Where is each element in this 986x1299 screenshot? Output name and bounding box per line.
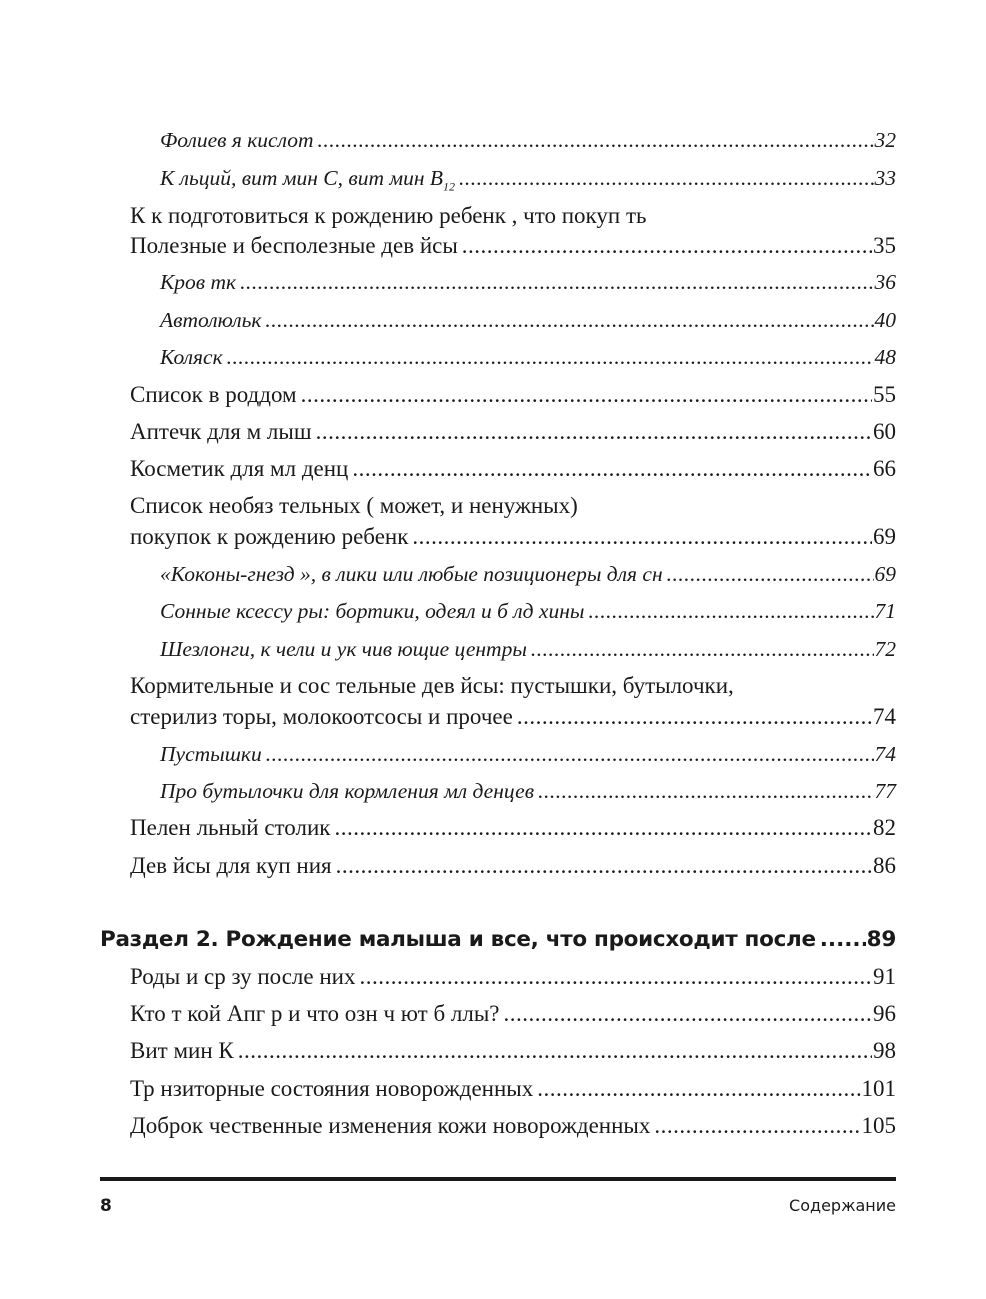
leader-dots: [352, 454, 872, 484]
toc-entry-page: 48: [874, 345, 896, 369]
toc-entry: [130, 417, 896, 447]
toc-entry-page: 77: [874, 779, 896, 803]
toc-entry-label: Тр нзиторные состояния новорожденных: [130, 1076, 534, 1101]
leader-dots: [336, 851, 872, 881]
toc-entry-label: покупок к рождению ребенк: [130, 524, 409, 549]
toc-entry-page: 82: [873, 815, 896, 840]
toc-entry: [160, 305, 896, 335]
toc-entry: [130, 851, 896, 881]
toc-entry-label: Про бутылочки для кормления мл денцев: [160, 779, 535, 803]
toc-entry: [160, 342, 896, 372]
toc-entry-label: Список в роддом: [130, 382, 297, 407]
toc-entry-page: 105: [861, 1113, 896, 1138]
leader-dots: [412, 522, 872, 552]
toc-entry-label: Роды и ср зу после них: [130, 964, 356, 989]
leader-dots: [537, 1074, 860, 1104]
toc-entry-page: 33: [874, 166, 896, 190]
toc-entry-page: 55: [873, 382, 896, 407]
toc-entry-page: 60: [873, 419, 896, 444]
leader-dots: [359, 962, 872, 992]
toc-entry-label: Сонные ксессу ры: бортики, одеял и б лд хины: [160, 599, 585, 623]
toc-entry: [130, 1036, 896, 1066]
section-page: 89: [866, 927, 896, 952]
toc-entry-page: 69: [874, 562, 896, 586]
toc-entry-label: Вит мин К: [130, 1038, 234, 1063]
toc-entry-page: 66: [873, 456, 896, 481]
toc-entry: [130, 454, 896, 484]
toc-entry-label: Автолюльк: [160, 308, 262, 332]
toc-entry-label: стерилиз торы, молокоотсосы и прочее: [130, 704, 513, 729]
toc-entry-page: 69: [873, 524, 896, 549]
toc-entry: [160, 596, 896, 626]
toc-entry-label: Пелен льный столик: [130, 815, 331, 840]
toc-entry: [160, 267, 896, 297]
toc-entry-page: 86: [873, 853, 896, 878]
leader-dots: [240, 267, 873, 297]
toc-entry: [130, 231, 896, 261]
leader-dots: [667, 559, 874, 589]
leader-dots: [820, 925, 866, 955]
toc-entry-first-line: К к подготовиться к рождению ребенк , что покуп ть: [130, 203, 647, 228]
leader-dots: [531, 634, 874, 664]
leader-dots: [459, 163, 873, 193]
toc-entry: [130, 1074, 896, 1104]
toc-entry-first-line: Список необяз тельных ( может, и ненужных): [130, 493, 578, 518]
toc-entry-page: 71: [874, 599, 896, 623]
toc-entry: [130, 999, 896, 1029]
toc-entry: [160, 559, 896, 589]
leader-dots: [588, 596, 873, 626]
toc-entry-label-text: К льций, вит мин C, вит мин B: [160, 166, 444, 190]
toc-entry-page: 91: [873, 964, 896, 989]
toc-entry-page: 40: [874, 308, 896, 332]
toc-entry-label: Пустышки: [160, 742, 262, 766]
leader-dots: [517, 702, 872, 732]
toc-entry-page: 74: [874, 742, 896, 766]
toc-entry-page: 35: [873, 233, 896, 258]
toc-entry-page: 98: [873, 1038, 896, 1063]
toc-entry: [160, 634, 896, 664]
subscript: 12: [443, 179, 456, 194]
toc-entry: [130, 1111, 896, 1141]
leader-dots: [238, 1036, 872, 1066]
toc-entry-page: 101: [861, 1076, 896, 1101]
toc-entry: [160, 125, 896, 155]
leader-dots: [538, 776, 873, 806]
toc-section-heading: [100, 925, 896, 955]
toc-entry: [130, 962, 896, 992]
running-title: Содержание: [789, 1196, 896, 1215]
toc-entry-label: Кто т кой Апг р и что озн ч ют б ллы?: [130, 1001, 500, 1026]
toc-entry: [130, 522, 896, 552]
toc-entry-label: Коляск: [160, 345, 223, 369]
footer-rule: [100, 1177, 896, 1181]
toc-entry: [160, 163, 896, 193]
leader-dots: [266, 739, 874, 769]
toc-entry-label: Доброк чественные изменения кожи новорожденных: [130, 1113, 651, 1138]
toc-entry: [160, 776, 896, 806]
toc-entry-label: [160, 163, 455, 193]
toc-entry-label: Косметик для мл денц: [130, 456, 349, 481]
toc-entry-label: Фолиев я кислот: [160, 128, 314, 152]
leader-dots: [316, 417, 872, 447]
toc-entry: [130, 813, 896, 843]
leader-dots: [334, 813, 872, 843]
toc-entry-label: Аптечк для м лыш: [130, 419, 312, 444]
leader-dots: [462, 231, 872, 261]
toc-entry-label: Кров тк: [160, 270, 237, 294]
toc-entry: [160, 739, 896, 769]
toc-entry-page: 96: [873, 1001, 896, 1026]
toc-entry-label: Дев йсы для куп ния: [130, 853, 332, 878]
leader-dots: [318, 125, 874, 155]
section-title: Раздел 2. Рождение малыша и все, что происходит после: [100, 927, 816, 952]
toc-entry-label: «Коконы-гнезд », в лики или любые позиционеры для сн: [160, 562, 663, 586]
toc-entry-label: Шезлонги, к чели и ук чив ющие центры: [160, 637, 527, 661]
leader-dots: [227, 342, 874, 372]
toc-entry-page: 74: [873, 704, 896, 729]
toc-entry-page: 72: [874, 637, 896, 661]
leader-dots: [654, 1111, 860, 1141]
page-number: 8: [100, 1196, 112, 1216]
leader-dots: [265, 305, 873, 335]
leader-dots: [504, 999, 872, 1029]
toc-entry-label: Полезные и бесполезные дев йсы: [130, 233, 458, 258]
toc-entry: [130, 702, 896, 732]
toc-entry-first-line: Кормительные и сос тельные дев йсы: пустышки, бутылочки,: [130, 673, 734, 698]
leader-dots: [301, 380, 872, 410]
toc-entry: [130, 380, 896, 410]
toc-entry-page: 32: [874, 128, 896, 152]
toc-entry-page: 36: [874, 270, 896, 294]
